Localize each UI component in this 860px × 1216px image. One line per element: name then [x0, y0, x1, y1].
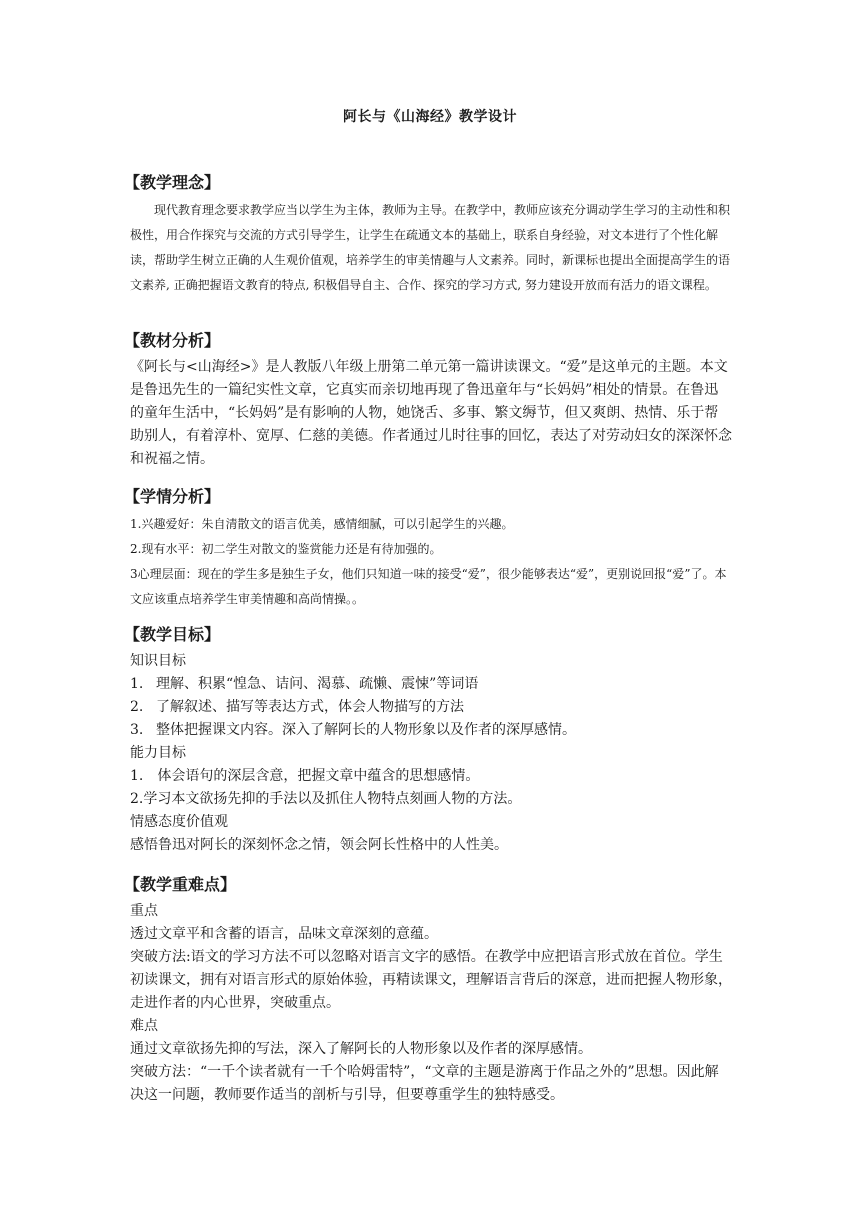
section-paragraph: 现代教育理念要求教学应当以学生为主体，教师为主导。在教学中，教师应该充分调动学生学习的主动性和积极性，用合作探究与交流的方式引导学生，让学生在疏通文本的基础上，联系自身经验，对文本进行了个性化解读，帮助学生树立正确的人生观价值观，培养学生的审美情趣与人文素养。同时，新课标也提出全面提高学生的语文素养, 正确把握语文教育的特点, 积极倡导自主、合作、探究的学习方式, 努力建设开放而有活力的语文课程。	[130, 203, 731, 292]
list-text: 整体把握课文内容。深入了解阿长的人物形象以及作者的深厚感情。	[156, 722, 576, 738]
list-number: 2.	[130, 699, 144, 715]
section-paragraph: 突破方法：“一千个读者就有一千个哈姆雷特”，“文章的主题是游离于作品之外的”思想。因此解决这一问题，教师要作适当的剖析与引导，但要尊重学生的独特感受。	[130, 1064, 719, 1103]
list-item: 2.现有水平：初二学生对散文的鉴赏能力还是有待加强的。	[130, 542, 442, 556]
list-item	[130, 673, 732, 696]
list-item: 1.兴趣爱好：朱自清散文的语言优美，感情细腻，可以引起学生的兴趣。	[130, 517, 514, 531]
section-student-analysis	[124, 486, 732, 612]
subsection-label: 能力目标	[130, 745, 186, 761]
section-teaching-philosophy	[124, 172, 732, 298]
section-paragraph: 突破方法:语文的学习方法不可以忽略对语言文字的感悟。在教学中应把语言形式放在首位。学生初读课文，拥有对语言形式的原始体验，再精读课文，理解语言背后的深意，进而把握人物形象，走进作者的内心世界，突破重点。	[130, 949, 732, 1011]
section-heading: 【教材分析】	[124, 331, 221, 350]
document-title: 阿长与《山海经》教学设计	[343, 109, 517, 125]
list-text: 理解、积累“惶急、诘问、渴慕、疏懒、震悚”等词语	[156, 676, 479, 692]
list-item: 2.学习本文欲扬先抑的手法以及抓住人物特点刻画人物的方法。	[130, 791, 522, 807]
list-item: 1. 体会语句的深层含意，把握文章中蕴含的思想感情。	[130, 768, 480, 784]
section-key-points	[124, 874, 732, 1107]
section-paragraph: 感悟鲁迅对阿长的深刻怀念之情，领会阿长性格中的人性美。	[130, 837, 508, 853]
section-heading: 【教学重难点】	[124, 875, 237, 894]
list-text: 了解叙述、描写等表达方式，体会人物描写的方法	[156, 699, 464, 715]
section-heading: 【学情分析】	[124, 487, 221, 506]
list-item	[130, 696, 732, 719]
list-item	[130, 719, 732, 742]
list-item: 3心理层面：现在的学生多是独生子女，他们只知道一味的接受“爱”，很少能够表达“爱”，更别说回报“爱”了。本文应该重点培养学生审美情趣和高尚情操。。	[130, 567, 727, 606]
section-paragraph: 透过文章平和含蓄的语言，品味文章深刻的意蕴。	[130, 926, 438, 942]
section-paragraph: 《阿长与<山海经>》是人教版八年级上册第二单元第一篇讲读课文。“爱”是这单元的主题。本文是鲁迅先生的一篇纪实性文章，它真实而亲切地再现了鲁迅童年与“长妈妈”相处的情景。在鲁迅的童年生活中，“长妈妈”是有影响的人物，她饶舌、多事、繁文缛节，但又爽朗、热情、乐于帮助别人，有着淳朴、宽厚、仁慈的美德。作者通过儿时往事的回忆，表达了对劳动妇女的深深怀念和祝福之情。	[130, 359, 732, 467]
subsection-label: 知识目标	[130, 653, 186, 669]
subsection-label: 难点	[130, 1018, 158, 1034]
section-paragraph: 通过文章欲扬先抑的写法，深入了解阿长的人物形象以及作者的深厚感情。	[130, 1041, 592, 1057]
subsection-label: 重点	[130, 903, 158, 919]
list-number: 3.	[130, 722, 144, 738]
section-heading: 【教学目标】	[124, 625, 221, 644]
subsection-label: 情感态度价值观	[130, 814, 228, 830]
list-number: 1.	[130, 676, 144, 692]
section-heading: 【教学理念】	[124, 173, 221, 192]
section-teaching-goals	[124, 624, 732, 857]
section-material-analysis	[124, 330, 732, 471]
